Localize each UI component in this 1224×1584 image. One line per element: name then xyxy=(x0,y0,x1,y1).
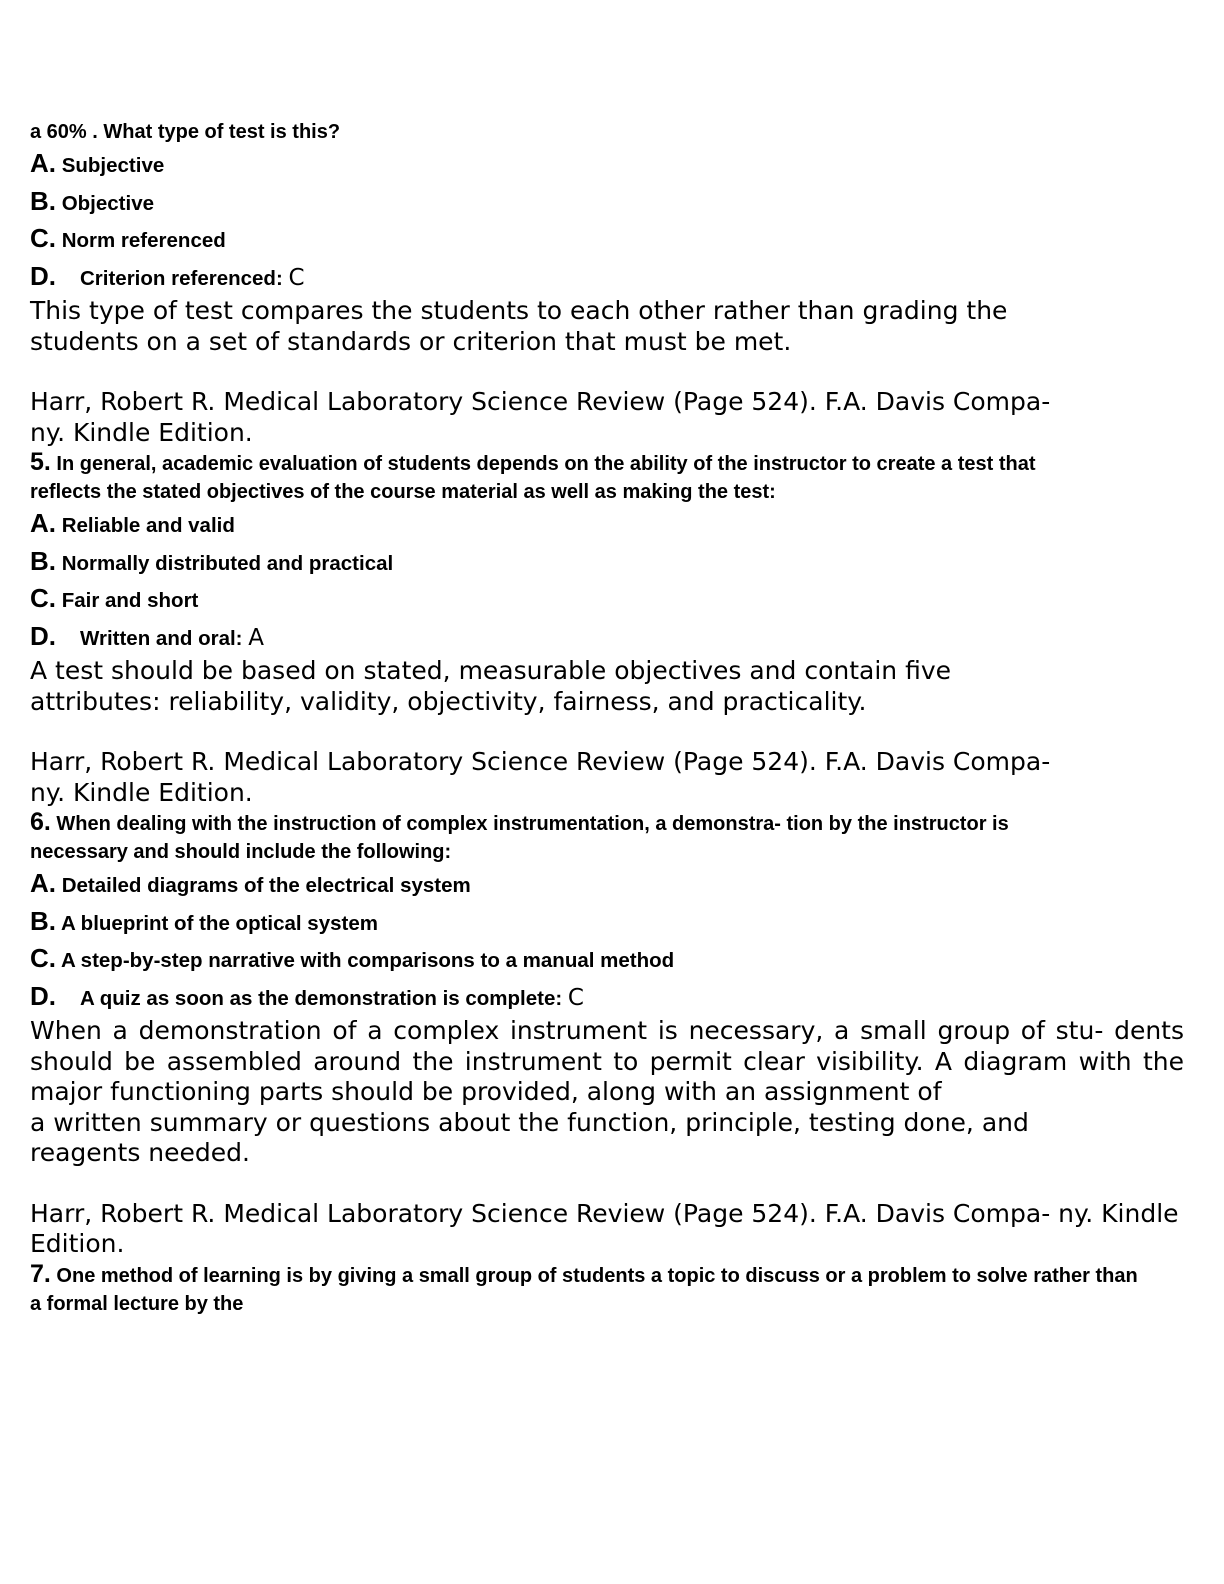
option-c: C. Norm referenced xyxy=(30,223,226,253)
question-5 xyxy=(30,448,1186,808)
question-6 xyxy=(30,808,1186,1260)
citation: Harr, Robert R. Medical Laboratory Science Review (Page 524). F.A. Davis Compa- ny. Kindle Edition. xyxy=(30,1198,1179,1258)
option-a: A. Subjective xyxy=(30,148,165,178)
citation: Harr, Robert R. Medical Laboratory Science Review (Page 524). F.A. Davis Compa- ny. Kindle Edition. xyxy=(30,747,1051,807)
explanation: A test should be based on stated, measurable objectives and contain five attributes: reliability, validity, objectivity, fairness, and practicality. xyxy=(30,656,952,716)
option-b: B. Normally distributed and practical xyxy=(30,545,394,576)
option-c: C. A step-by-step narrative with comparisons to a manual method xyxy=(30,943,675,973)
explanation: When a demonstration of a complex instrument is necessary, a small group of stu- dents should be assembled around the instrument to permit clear visibility. A diagram with the major functioning parts should be provided, along with an assignment of xyxy=(30,1016,1184,1106)
answer-key: C xyxy=(288,264,305,291)
explanation: This type of test compares the students to each other rather than grading the students on a set of standards or criterion that must be met. xyxy=(30,296,1008,356)
question-4 xyxy=(30,118,1186,448)
document-page xyxy=(30,118,1186,1318)
question-number: 6. xyxy=(30,808,51,836)
question-number: 7. xyxy=(30,1259,51,1288)
option-d: D. Criterion referenced: C xyxy=(30,260,305,291)
answer-key: A xyxy=(248,624,264,651)
question-number: 5. xyxy=(30,448,51,476)
option-a: A. Reliable and valid xyxy=(30,508,235,538)
question-7 xyxy=(30,1260,1186,1318)
answer-key: C xyxy=(567,984,584,1011)
option-b: B. A blueprint of the optical system xyxy=(30,905,378,936)
question-stem: 5. In general, academic evaluation of students depends on the ability of the instructor to create a test that reflects the stated objectives of the course material as well as making the test: xyxy=(30,448,1036,503)
option-b: B. Objective xyxy=(30,185,154,216)
question-stem: 6. When dealing with the instruction of complex instrumentation, a demonstra- tion by the instructor is necessary and should include the following: xyxy=(30,808,1009,863)
question-stem: 7. One method of learning is by giving a small group of students a topic to discuss or a problem to solve rather than a formal lecture by the xyxy=(30,1259,1138,1315)
option-a: A. Detailed diagrams of the electrical system xyxy=(30,868,471,898)
option-c: C. Fair and short xyxy=(30,583,199,613)
option-d: D. Written and oral: A xyxy=(30,620,264,651)
question-stem: a 60% . What type of test is this? xyxy=(30,121,341,143)
explanation-continued: a written summary or questions about the function, principle, testing done, and reagents needed. xyxy=(30,1107,1029,1167)
option-d: D. A quiz as soon as the demonstration is complete: C xyxy=(30,980,584,1011)
citation: Harr, Robert R. Medical Laboratory Science Review (Page 524). F.A. Davis Compa- ny. Kindle Edition. xyxy=(30,387,1051,447)
